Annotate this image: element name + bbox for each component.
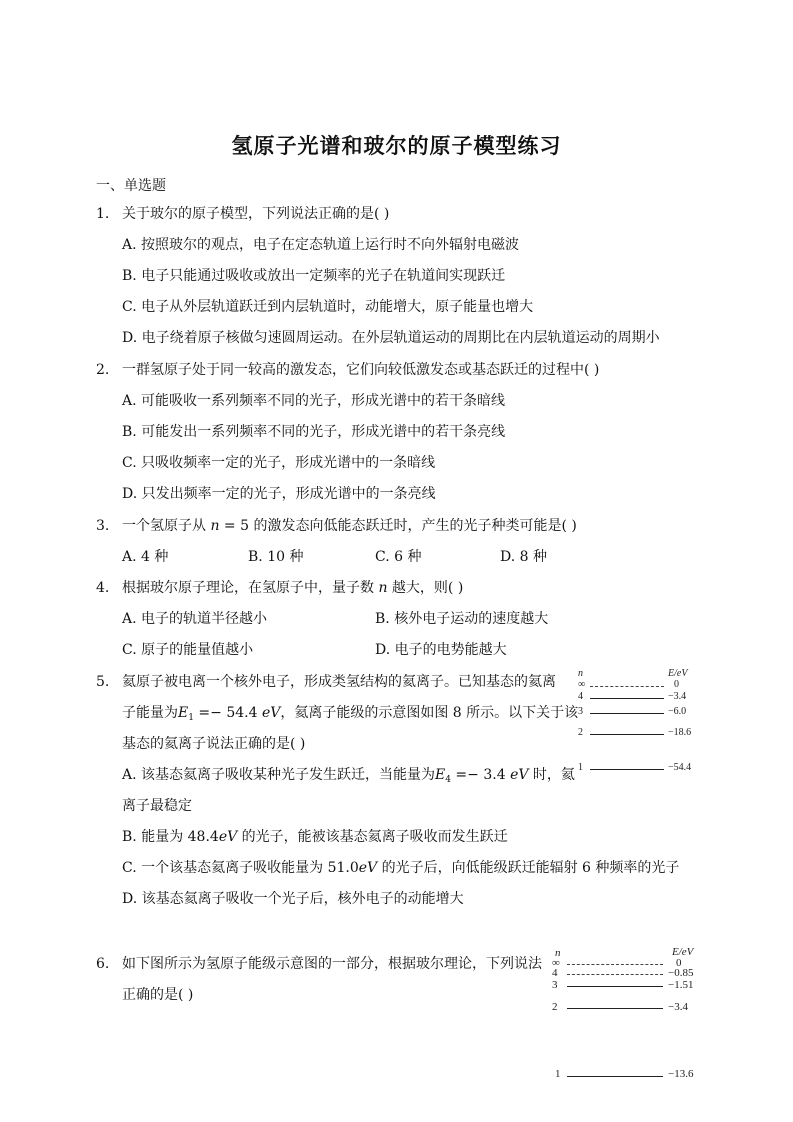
question-stem: 关于玻尔的原子模型，下列说法正确的是( ) <box>122 206 390 222</box>
n-axis-label: n <box>578 668 583 679</box>
level-n-label: 4 <box>578 691 583 702</box>
level-energy-label: −18.6 <box>668 727 692 738</box>
question-stem-line-1: 如下图所示为氢原子能级示意图的一部分，根据玻尔理论，下列说法 <box>122 956 542 972</box>
level-energy-label: −3.4 <box>668 1001 688 1013</box>
option-a[interactable]: A. 按照玻尔的观点，电子在定态轨道上运行时不向外辐射电磁波 <box>122 237 520 253</box>
option-b[interactable]: B. 可能发出一系列频率不同的光子，形成光谱中的若干条亮线 <box>122 424 506 440</box>
question-stem-line-1: 氦原子被电离一个核外电子，形成类氢结构的氦离子。已知基态的氦离 <box>122 674 556 690</box>
n-axis-label: n <box>555 947 561 959</box>
level-line <box>567 986 663 987</box>
option-c[interactable]: C. 只吸收频率一定的光子，形成光谱中的一条暗线 <box>122 455 436 471</box>
question-number: 6. <box>96 956 110 972</box>
option-a[interactable]: A. 4 种 <box>122 549 169 565</box>
question-stem: 一个氢原子从 n = 5 的激发态向低能态跃迁时，产生的光子种类可能是( ) <box>122 518 577 534</box>
option-c[interactable]: C. 一个该基态氦离子吸收能量为 51.0eV 的光子后，向低能级跃迁能辐射 6 种频率的光子 <box>122 860 680 876</box>
level-line <box>567 974 663 975</box>
option-d[interactable]: D. 该基态氦离子吸收一个光子后，核外电子的动能增大 <box>122 891 464 907</box>
question-stem: 根据玻尔原子理论，在氢原子中，量子数 n 越大，则( ) <box>122 580 464 596</box>
level-energy-label: −54.4 <box>668 762 692 773</box>
option-c[interactable]: C. 6 种 <box>375 549 422 565</box>
level-energy-label: −13.6 <box>668 1068 694 1080</box>
question-number: 5. <box>96 674 110 690</box>
option-d[interactable]: D. 只发出频率一定的光子，形成光谱中的一条亮线 <box>122 486 436 502</box>
level-n-label: ∞ <box>578 679 586 690</box>
question-stem: 一群氢原子处于同一较高的激发态，它们向较低激发态或基态跃迁的过程中( ) <box>122 362 600 378</box>
question-stem-line-2: 子能量为$E_1 =- 54.4$ eV，氦离子能级的示意图如图 8 所示。以下关于该 <box>122 705 579 723</box>
level-n-label: 1 <box>555 1068 561 1080</box>
level-line <box>590 698 664 699</box>
question-number: 3. <box>96 518 110 534</box>
level-line <box>590 686 664 687</box>
option-d[interactable]: D. 8 种 <box>500 549 547 565</box>
option-a-continued: 离子最稳定 <box>122 798 192 814</box>
question-stem-line-3: 基态的氦离子说法正确的是( ) <box>122 736 306 752</box>
option-d[interactable]: D. 电子绕着原子核做匀速圆周运动。在外层轨道运动的周期比在内层轨道运动的周期小 <box>122 330 660 346</box>
option-b[interactable]: B. 能量为 48.4eV 的光子，能被该基态氦离子吸收而发生跃迁 <box>122 829 508 845</box>
question-stem-line-2: 正确的是( ) <box>122 987 194 1003</box>
level-n-label: 2 <box>552 1001 558 1013</box>
level-energy-label: 0 <box>676 957 682 969</box>
option-b[interactable]: B. 核外电子运动的速度越大 <box>375 611 549 627</box>
level-energy-label: −3.4 <box>668 691 687 702</box>
level-n-label: 1 <box>578 762 583 773</box>
level-line <box>567 1076 663 1077</box>
level-line <box>567 1008 663 1009</box>
level-energy-label: −1.51 <box>668 979 694 991</box>
question-number: 2. <box>96 362 110 378</box>
option-b[interactable]: B. 10 种 <box>248 549 304 565</box>
option-a[interactable]: A. 可能吸收一系列频率不同的光子，形成光谱中的若干条暗线 <box>122 393 506 409</box>
level-n-label: 4 <box>552 967 558 979</box>
option-c[interactable]: C. 原子的能量值越小 <box>122 642 254 658</box>
level-energy-label: −0.85 <box>668 967 694 979</box>
level-line <box>590 769 664 770</box>
level-line <box>590 713 664 714</box>
level-energy-label: −6.0 <box>668 706 687 717</box>
section-heading: 一、单选题 <box>96 178 166 194</box>
option-b[interactable]: B. 电子只能通过吸收或放出一定频率的光子在轨道间实现跃迁 <box>122 268 506 284</box>
option-d[interactable]: D. 电子的电势能越大 <box>375 642 507 658</box>
level-n-label: 3 <box>552 979 558 991</box>
level-n-label: 2 <box>578 727 583 738</box>
question-number: 4. <box>96 580 110 596</box>
level-n-label: ∞ <box>552 957 560 969</box>
question-number: 1. <box>96 206 110 222</box>
page-title: 氢原子光谱和玻尔的原子模型练习 <box>231 133 562 158</box>
option-c[interactable]: C. 电子从外层轨道跃迁到内层轨道时，动能增大，原子能量也增大 <box>122 299 534 315</box>
option-a[interactable]: A. 该基态氦离子吸收某种光子发生跃迁，当能量为$E_4 =- 3.4$ eV 时，氦 <box>122 767 575 785</box>
level-energy-label: 0 <box>674 679 679 690</box>
level-n-label: 3 <box>578 706 583 717</box>
level-line <box>567 964 663 965</box>
option-a[interactable]: A. 电子的轨道半径越小 <box>122 611 268 627</box>
energy-axis-label: E/eV <box>672 946 694 958</box>
level-line <box>590 734 664 735</box>
energy-axis-label: E/eV <box>668 668 688 679</box>
